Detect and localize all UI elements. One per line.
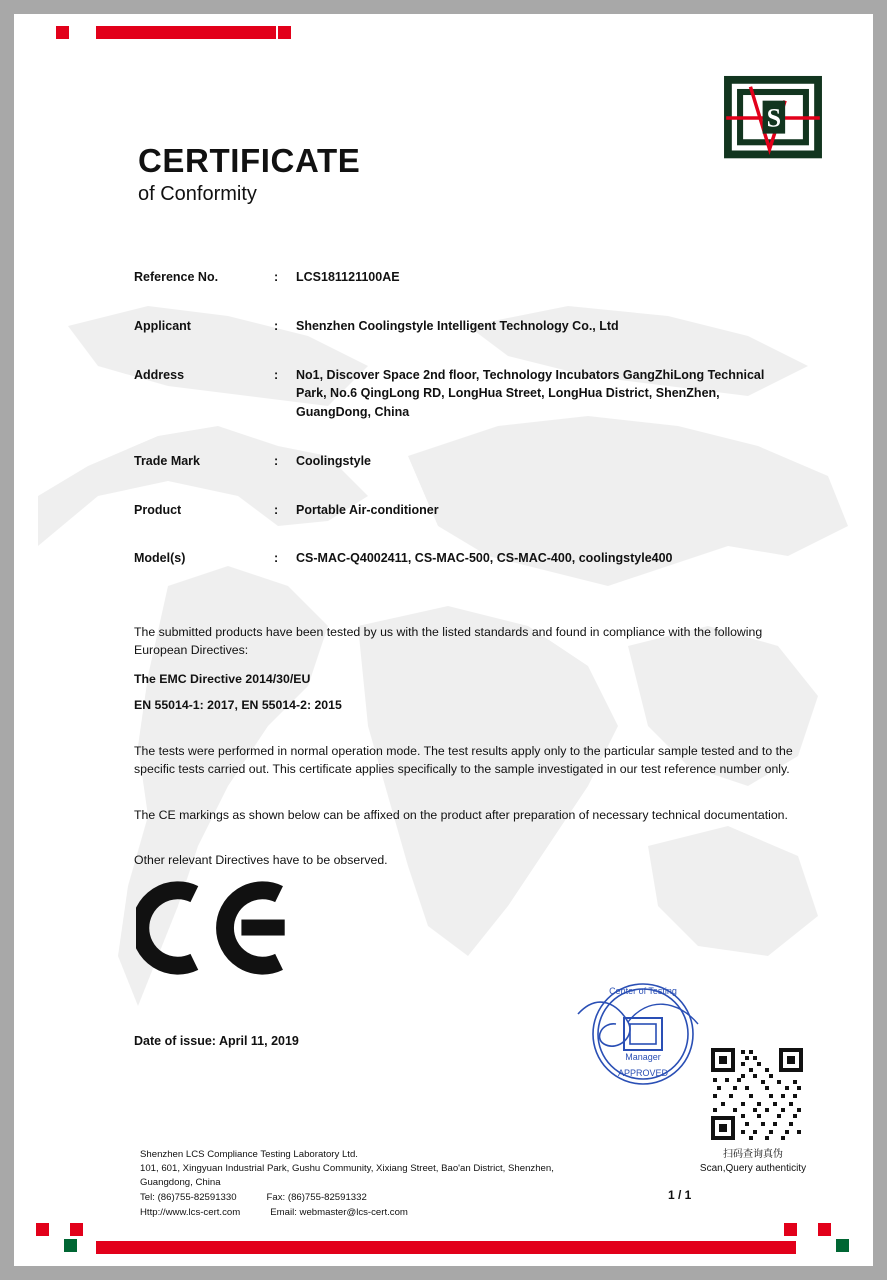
page-number: 1 / 1: [668, 1188, 692, 1202]
title-block: [138, 144, 360, 206]
qr-caption-en: Scan,Query authenticity: [699, 1163, 807, 1174]
qr-code[interactable]: [707, 1044, 807, 1144]
field-row-trade-mark: [134, 452, 794, 471]
page-title: CERTIFICATE: [138, 142, 361, 179]
field-row-reference-no: [134, 268, 794, 287]
footer: [140, 1148, 554, 1220]
field-value: LCS181121100AE: [296, 270, 400, 284]
top-red-bar: [96, 26, 276, 39]
tests-paragraph: The tests were performed in normal operation mode. The test results apply only to the particular sample tested and to the specific tests carried out. This certificate applies specifically to the sample investigated in our test reference number only.: [134, 744, 793, 777]
ce-mark-icon: [136, 878, 296, 978]
footer-email[interactable]: Email: webmaster@lcs-cert.com: [270, 1206, 408, 1218]
intro-paragraph: The submitted products have been tested by us with the listed standards and found in compliance with the following European Directives:: [134, 625, 763, 658]
date-of-issue: Date of issue: April 11, 2019: [134, 1034, 299, 1048]
footer-address-line2: Guangdong, China: [140, 1176, 221, 1188]
directive-line: The EMC Directive 2014/30/EU: [134, 672, 311, 686]
field-value: Portable Air-conditioner: [296, 502, 439, 517]
field-colon: :: [274, 453, 279, 468]
top-left-deco-squares: [56, 26, 69, 39]
field-row-address: [134, 366, 794, 422]
field-colon: :: [274, 551, 279, 566]
field-colon: :: [274, 367, 279, 382]
field-colon: :: [274, 318, 279, 333]
field-value: No1, Discover Space 2nd floor, Technology Incubators GangZhiLong Technical Park, No.6 QingLong RD, LongHua Street, LongHua District, ShenZhen, GuangDong, China: [296, 367, 765, 419]
field-label: Address: [134, 367, 185, 382]
stamp-manager-text: Manager: [625, 1052, 661, 1062]
footer-tel: Tel: (86)755-82591330: [140, 1191, 237, 1203]
bottom-right-deco-squares: [784, 1223, 831, 1236]
field-value: Coolingstyle: [296, 453, 372, 468]
lcs-logo-icon: [721, 74, 825, 162]
approval-stamp: [558, 974, 728, 1094]
page-subtitle: of Conformity: [138, 182, 257, 205]
field-colon: :: [274, 502, 279, 517]
field-list: [134, 268, 794, 598]
ce-paragraph: The CE markings as shown below can be affixed on the product after preparation of necessary technical documentation.: [134, 808, 788, 822]
field-label: Model(s): [134, 551, 186, 566]
field-value: CS-MAC-Q4002411, CS-MAC-500, CS-MAC-400, coolingstyle400: [296, 551, 673, 566]
standards-line: EN 55014-1: 2017, EN 55014-2: 2015: [134, 698, 342, 712]
qr-caption-cn: 扫码查询真伪: [723, 1149, 783, 1160]
field-colon: :: [274, 270, 279, 284]
stamp-ring-text: Center of Testing: [609, 986, 677, 996]
qr-caption: [663, 1148, 843, 1176]
bottom-red-bar: [96, 1241, 796, 1254]
field-label: Trade Mark: [134, 453, 201, 468]
stamp-approved-text: APPROVED: [617, 1068, 669, 1078]
top-right-deco-squares: [278, 26, 291, 39]
footer-fax: Fax: (86)755-82591332: [266, 1191, 367, 1203]
certificate-sheet: [28, 26, 859, 1254]
svg-text:S: S: [766, 103, 782, 133]
field-row-models: [134, 549, 794, 568]
field-label: Applicant: [134, 318, 191, 333]
field-value: Shenzhen Coolingstyle Intelligent Technology Co., Ltd: [296, 318, 619, 333]
field-label: Reference No.: [134, 270, 219, 284]
bottom-left-deco-squares: [36, 1223, 83, 1236]
field-row-product: [134, 501, 794, 520]
bottom-left-green-square: [64, 1239, 77, 1252]
field-row-applicant: [134, 317, 794, 336]
footer-address-line1: 101, 601, Xingyuan Industrial Park, Gushu Community, Xixiang Street, Bao'an District, Shenzhen,: [140, 1162, 554, 1174]
other-directives-paragraph: Other relevant Directives have to be observed.: [134, 853, 388, 867]
field-label: Product: [134, 502, 182, 517]
bottom-right-green-square: [836, 1239, 849, 1252]
footer-website[interactable]: Http://www.lcs-cert.com: [140, 1206, 241, 1218]
footer-company: Shenzhen LCS Compliance Testing Laboratory Ltd.: [140, 1149, 358, 1160]
